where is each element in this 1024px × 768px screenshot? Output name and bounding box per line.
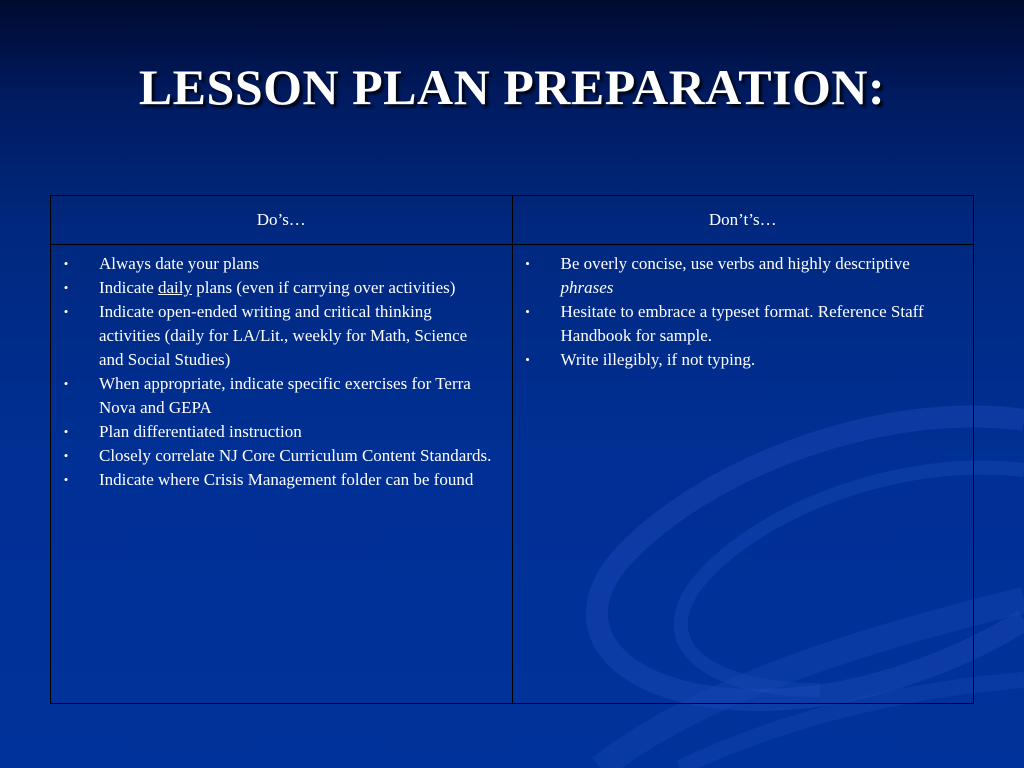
- donts-list-item: [521, 300, 956, 348]
- donts-item-text: phrases: [560, 278, 614, 297]
- bullet-icon: •: [525, 352, 530, 367]
- dos-column-header: Do’s…: [51, 196, 513, 245]
- donts-cell: [512, 245, 974, 704]
- bullet-icon: •: [63, 472, 69, 487]
- donts-list-item: [521, 348, 956, 372]
- dos-list-item: [59, 468, 494, 492]
- dos-item-text: Always date your plans: [99, 254, 260, 273]
- dos-item-text: When appropriate, indicate specific exercises for Terra Nova and GEPA: [99, 374, 471, 417]
- dos-item-text: Indicate: [99, 278, 158, 297]
- donts-item-text: Be overly concise, use verbs and highly descriptive: [560, 254, 910, 273]
- dos-list-item: [59, 276, 494, 300]
- bullet-icon: •: [63, 304, 69, 319]
- donts-list-item: [521, 252, 956, 300]
- dos-list-item: [59, 444, 494, 468]
- donts-item-text: Hesitate to embrace a typeset format. Reference Staff Handbook for sample.: [560, 302, 924, 345]
- donts-list: [521, 252, 956, 372]
- dos-list: [59, 252, 494, 492]
- bullet-icon: •: [63, 280, 69, 295]
- donts-item-text: Write illegibly, if not typing.: [560, 350, 756, 369]
- dos-list-item: [59, 300, 494, 372]
- donts-column-header: Don’t’s…: [512, 196, 974, 245]
- table-header-row: [51, 196, 974, 245]
- dos-list-item: [59, 252, 494, 276]
- dos-cell: [51, 245, 513, 704]
- dos-item-text: plans (even if carrying over activities): [192, 278, 456, 297]
- table-body-row: [51, 245, 974, 704]
- dos-donts-table: [50, 195, 974, 704]
- dos-item-text: daily: [158, 278, 192, 297]
- bullet-icon: •: [63, 256, 69, 271]
- dos-item-text: Indicate where Crisis Management folder can be found: [99, 470, 474, 489]
- bullet-icon: •: [63, 448, 69, 463]
- dos-item-text: Closely correlate NJ Core Curriculum Content Standards.: [99, 446, 492, 465]
- dos-item-text: Plan differentiated instruction: [99, 422, 302, 441]
- bullet-icon: •: [63, 376, 69, 391]
- dos-item-text: Indicate open-ended writing and critical thinking activities (daily for LA/Lit., weekly for Math, Science and Social Studies): [99, 302, 468, 369]
- bullet-icon: •: [525, 304, 530, 319]
- dos-donts-table-container: [50, 195, 974, 704]
- slide-title: LESSON PLAN PREPARATION:: [138, 59, 886, 115]
- dos-list-item: [59, 372, 494, 420]
- dos-list-item: [59, 420, 494, 444]
- bullet-icon: •: [525, 256, 530, 271]
- bullet-icon: •: [63, 424, 69, 439]
